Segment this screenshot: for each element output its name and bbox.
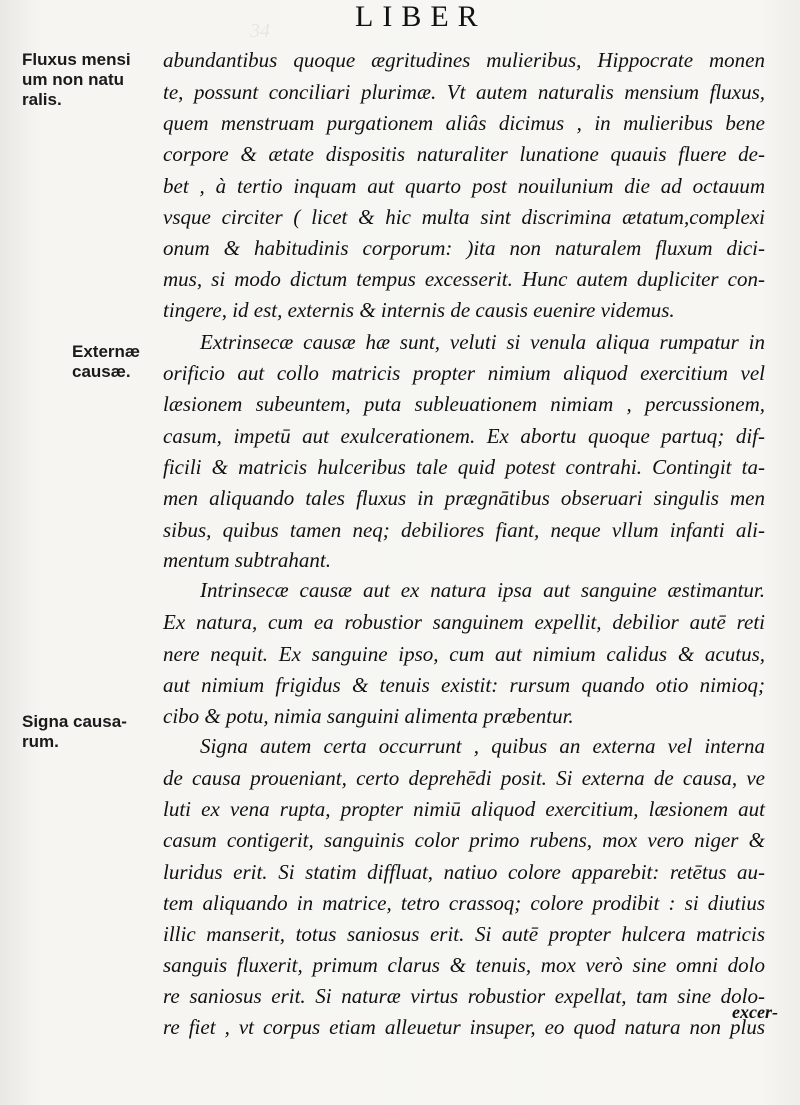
text-line: abundantibus quoque ægritudines mulieribus, Hippocrate monen — [163, 48, 765, 72]
text-line: tem aliquando in matrice, tetro crassoq; colore prodibit : si diutius — [163, 891, 765, 915]
text-line: re saniosus erit. Si naturæ virtus robustior expellat, tam sine dolo- — [163, 984, 765, 1008]
text-line: luridus erit. Si statim diffluat, natiuo colore apparebit: retētus au- — [163, 860, 765, 884]
text-line: læsionem subeuntem, puta subleuationem nimiam , percussionem, — [163, 392, 765, 416]
catchword: excer- — [732, 1002, 778, 1022]
text-line: Extrinsecæ causæ hæ sunt, veluti si venula aliqua rumpatur in — [200, 330, 765, 354]
text-line: casum contigerit, sanguinis color primo rubens, mox vero niger & — [163, 828, 765, 852]
text-line: de causa proueniant, certo deprehēdi posit. Si externa de causa, ve — [163, 766, 765, 790]
text-line: bet , à tertio inquam aut quarto post nouilunium die ad octauum — [163, 174, 765, 198]
margin-note-externae: Externæ causæ. — [72, 342, 141, 381]
text-line: tingere, id est, externis & internis de causis euenire videmus. — [163, 298, 675, 322]
text-line: mus, si modo dictum tempus excesserit. Hunc autem dupliciter con- — [163, 267, 765, 291]
text-line: aut nimium frigidus & tenuis existit: rursum quando otio nimioq; — [163, 673, 765, 697]
margin-note-fluxus: Fluxus mensi um non natu ralis. — [22, 50, 131, 109]
text-line: mentum subtrahant. — [163, 548, 331, 572]
text-line: vsque circiter ( licet & hic multa sint discrimina ætatum,complexi — [163, 205, 765, 229]
text-line: sanguis fluxerit, primum clarus & tenuis, mox verò sine omni dolo — [163, 953, 765, 977]
text-line: luti ex vena rupta, propter nimiū aliquod exercitium, læsionem aut — [163, 797, 765, 821]
text-line: corpore & ætate dispositis naturaliter lunatione quauis fluere de- — [163, 142, 765, 166]
text-line: orificio aut collo matricis propter nimium aliquod exercitium vel — [163, 361, 765, 385]
running-head: LIBER — [355, 0, 487, 33]
text-line: sibus, quibus tamen neq; debiliores fiant, neque vllum infanti ali- — [163, 518, 765, 542]
text-line: Intrinsecæ causæ aut ex natura ipsa aut sanguine æstimantur. — [200, 578, 765, 602]
text-line: nere nequit. Ex sanguine ipso, cum aut nimium calidus & acutus, — [163, 642, 765, 666]
text-line: re fiet , vt corpus etiam alleuetur insuper, eo quod natura non plus — [163, 1015, 765, 1039]
text-line: cibo & potu, nimia sanguini alimenta præbentur. — [163, 704, 574, 728]
margin-note-signa: Signa causa- rum. — [22, 712, 127, 751]
text-line: onum & habitudinis corporum: )ita non naturalem fluxum dici- — [163, 236, 765, 260]
bleed-through-text: 34 — [250, 20, 270, 42]
text-line: casum, impetū aut exulcerationem. Ex abortu quoque partuq; dif- — [163, 424, 765, 448]
text-line: men aliquando tales fluxus in prægnātibus obseruari singulis men — [163, 486, 765, 510]
text-line: Ex natura, cum ea robustior sanguinem expellit, debilior autē reti — [163, 610, 765, 634]
text-line: quem menstruam purgationem aliâs dicimus , in mulieribus bene — [163, 111, 765, 135]
text-line: Signa autem certa occurrunt , quibus an externa vel interna — [200, 734, 765, 758]
text-line: ficili & matricis hulceribus tale quid potest contrahi. Contingit ta- — [163, 455, 765, 479]
text-line: te, possunt conciliari plurimæ. Vt autem naturalis mensium fluxus, — [163, 80, 765, 104]
text-line: illic manserit, totus saniosus erit. Si autē propter hulcera matricis — [163, 922, 765, 946]
